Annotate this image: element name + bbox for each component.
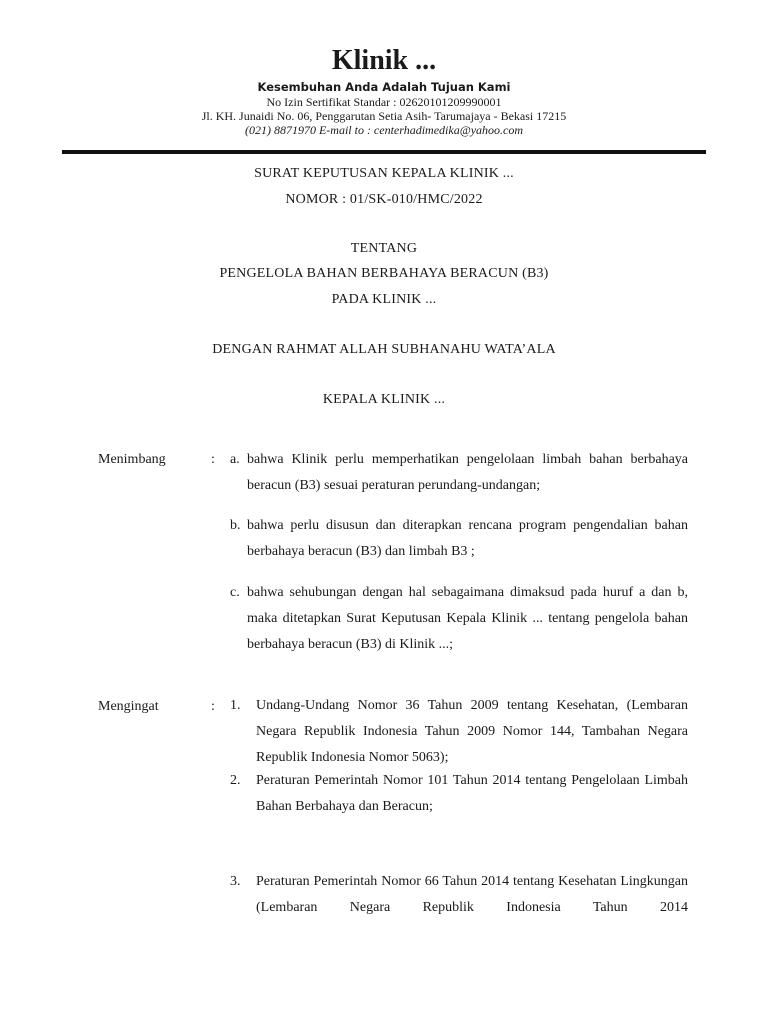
item-marker: 2. [230, 773, 241, 788]
item-text: bahwa Klinik perlu memperhatikan pengelolaan limbah bahan berbahaya beracun (B3) sesuai peraturan perundang-undangan; [247, 452, 688, 493]
subject-line-2: PADA KLINIK ... [331, 292, 437, 307]
clinic-name: Klinik ... [331, 45, 437, 76]
clinic-address: Jl. KH. Junaidi No. 06, Penggarutan Setia Asih- Tarumajaya - Bekasi 17215 [201, 109, 567, 123]
item-marker: b. [230, 518, 241, 533]
item-text: bahwa sehubungan dengan hal sebagaimana dimaksud pada huruf a dan b, maka ditetapkan Surat Keputusan Kepala Klinik ... tentang pengelola bahan berbahaya beracun (B3) di Klinik ...; [247, 585, 688, 652]
mengingat-item-2 [230, 768, 688, 820]
mengingat-colon: : [211, 699, 215, 714]
item-text: Undang-Undang Nomor 36 Tahun 2009 tentang Kesehatan, (Lembaran Negara Republik Indonesia Tahun 2009 Nomor 144, Tambahan Negara Republik Indonesia Nomor 5063); [256, 698, 688, 765]
item-marker: 3. [230, 874, 241, 889]
item-text: Peraturan Pemerintah Nomor 101 Tahun 2014 tentang Pengelolaan Limbah Bahan Berbahaya dan Beracun; [256, 773, 688, 814]
mengingat-label: Mengingat [98, 699, 159, 714]
decree-number: NOMOR : 01/SK-010/HMC/2022 [285, 192, 483, 207]
clinic-contact: (021) 8871970 E-mail to : centerhadimedika@yahoo.com [244, 123, 524, 137]
item-text: Peraturan Pemerintah Nomor 66 Tahun 2014 tentang Kesehatan Lingkungan (Lembaran Negara Republik Indonesia Tahun 2014 [256, 874, 688, 915]
menimbang-label: Menimbang [98, 452, 166, 467]
menimbang-colon: : [211, 452, 215, 467]
invocation: DENGAN RAHMAT ALLAH SUBHANAHU WATA’ALA [212, 342, 556, 357]
menimbang-item-a [230, 447, 688, 499]
about-label: TENTANG [350, 241, 418, 256]
item-marker: c. [230, 585, 240, 600]
mengingat-item-3 [230, 869, 688, 921]
item-marker: 1. [230, 698, 241, 713]
mengingat-item-1 [230, 693, 688, 771]
item-marker: a. [230, 452, 240, 467]
menimbang-item-c [230, 580, 688, 658]
clinic-tagline: Kesembuhan Anda Adalah Tujuan Kami [257, 80, 511, 94]
subject-line-1: PENGELOLA BAHAN BERBAHAYA BERACUN (B3) [219, 266, 549, 281]
letterhead-divider [62, 150, 706, 154]
issuer: KEPALA KLINIK ... [322, 392, 446, 407]
decree-title: SURAT KEPUTUSAN KEPALA KLINIK ... [254, 166, 514, 181]
item-text: bahwa perlu disusun dan diterapkan rencana program pengendalian bahan berbahaya beracun (B3) dan limbah B3 ; [247, 518, 688, 559]
license-number: No Izin Sertifikat Standar : 02620101209990001 [266, 95, 502, 109]
menimbang-item-b [230, 513, 688, 565]
